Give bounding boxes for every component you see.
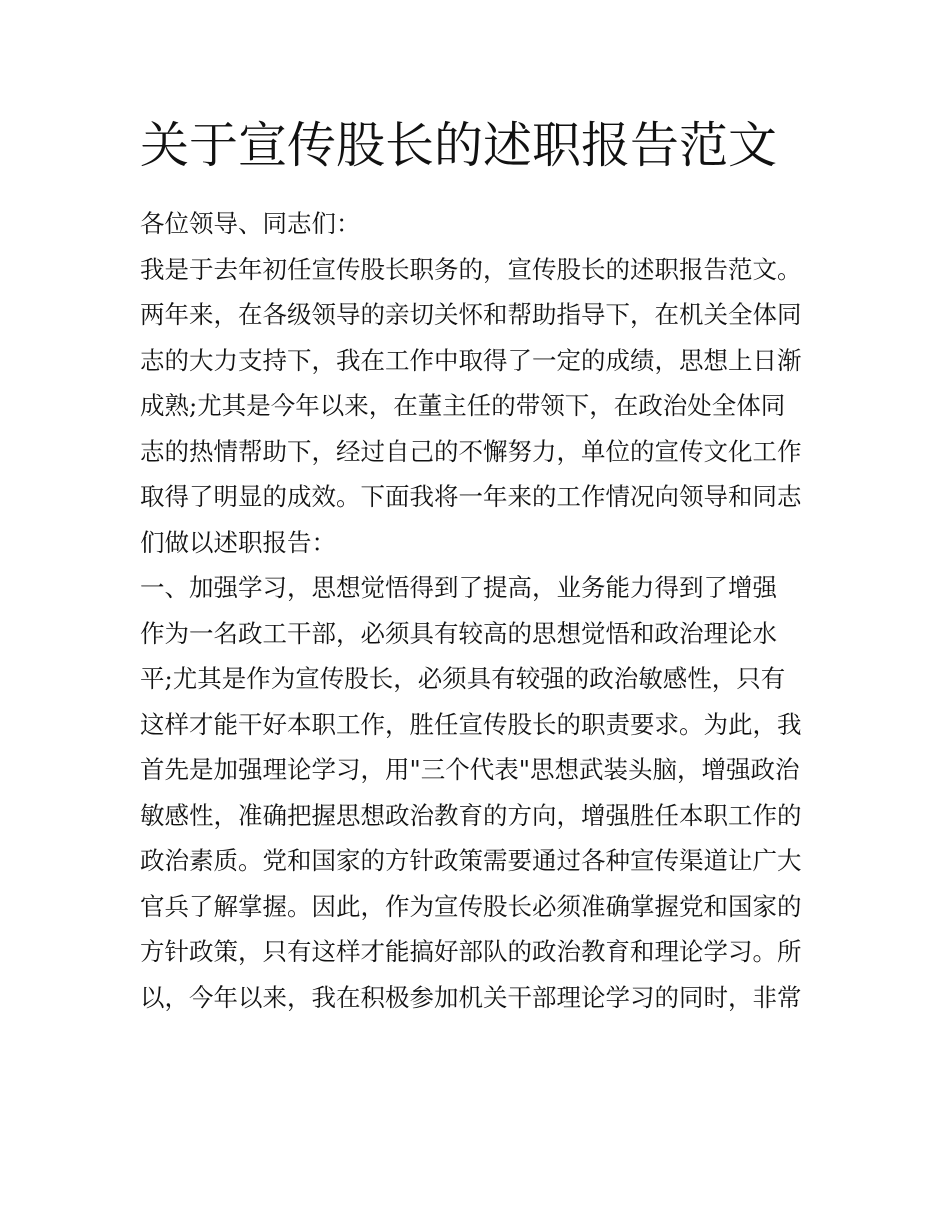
body-line: 首先是加强理论学习，用"三个代表"思想武装头脑，增强政治 — [140, 755, 800, 784]
body-line: 这样才能干好本职工作，胜任宣传股长的职责要求。为此，我 — [140, 709, 802, 739]
section-heading-line: 一、加强学习，思想觉悟得到了提高，业务能力得到了增强 — [140, 573, 777, 602]
body-line: 官兵了解掌握。因此，作为宣传股长必须准确掌握党和国家的 — [140, 891, 802, 921]
body-line: 以，今年以来，我在积极参加机关干部理论学习的同时，非常 — [140, 982, 802, 1012]
body-line: 取得了明显的成效。下面我将一年来的工作情况向领导和同志 — [140, 482, 802, 511]
body-line: 平;尤其是作为宣传股长，必须具有较强的政治敏感性，只有 — [140, 664, 786, 693]
body-line: 志的热情帮助下，经过自己的不懈努力，单位的宣传文化工作 — [140, 436, 802, 466]
body-line: 们做以述职报告： — [140, 527, 336, 557]
body-line: 政治素质。党和国家的方针政策需要通过各种宣传渠道让广大 — [140, 846, 802, 875]
body-line: 作为一名政工干部，必须具有较高的思想觉悟和政治理论水 — [140, 618, 777, 648]
body-line: 我是于去年初任宣传股长职务的，宣传股长的述职报告范文。 — [140, 254, 802, 284]
document-title: 关于宣传股长的述职报告范文 — [140, 117, 778, 174]
body-line: 成熟;尤其是今年以来，在董主任的带领下，在政治处全体同 — [140, 391, 786, 420]
body-line: 志的大力支持下，我在工作中取得了一定的成绩，思想上日渐 — [140, 345, 802, 375]
document-body — [140, 201, 820, 1020]
body-line: 敏感性，准确把握思想政治教育的方向，增强胜任本职工作的 — [140, 800, 802, 830]
body-line: 方针政策，只有这样才能搞好部队的政治教育和理论学习。所 — [140, 937, 802, 966]
salutation-line: 各位领导、同志们： — [140, 209, 361, 238]
body-line: 两年来，在各级领导的亲切关怀和帮助指导下，在机关全体同 — [140, 300, 802, 329]
